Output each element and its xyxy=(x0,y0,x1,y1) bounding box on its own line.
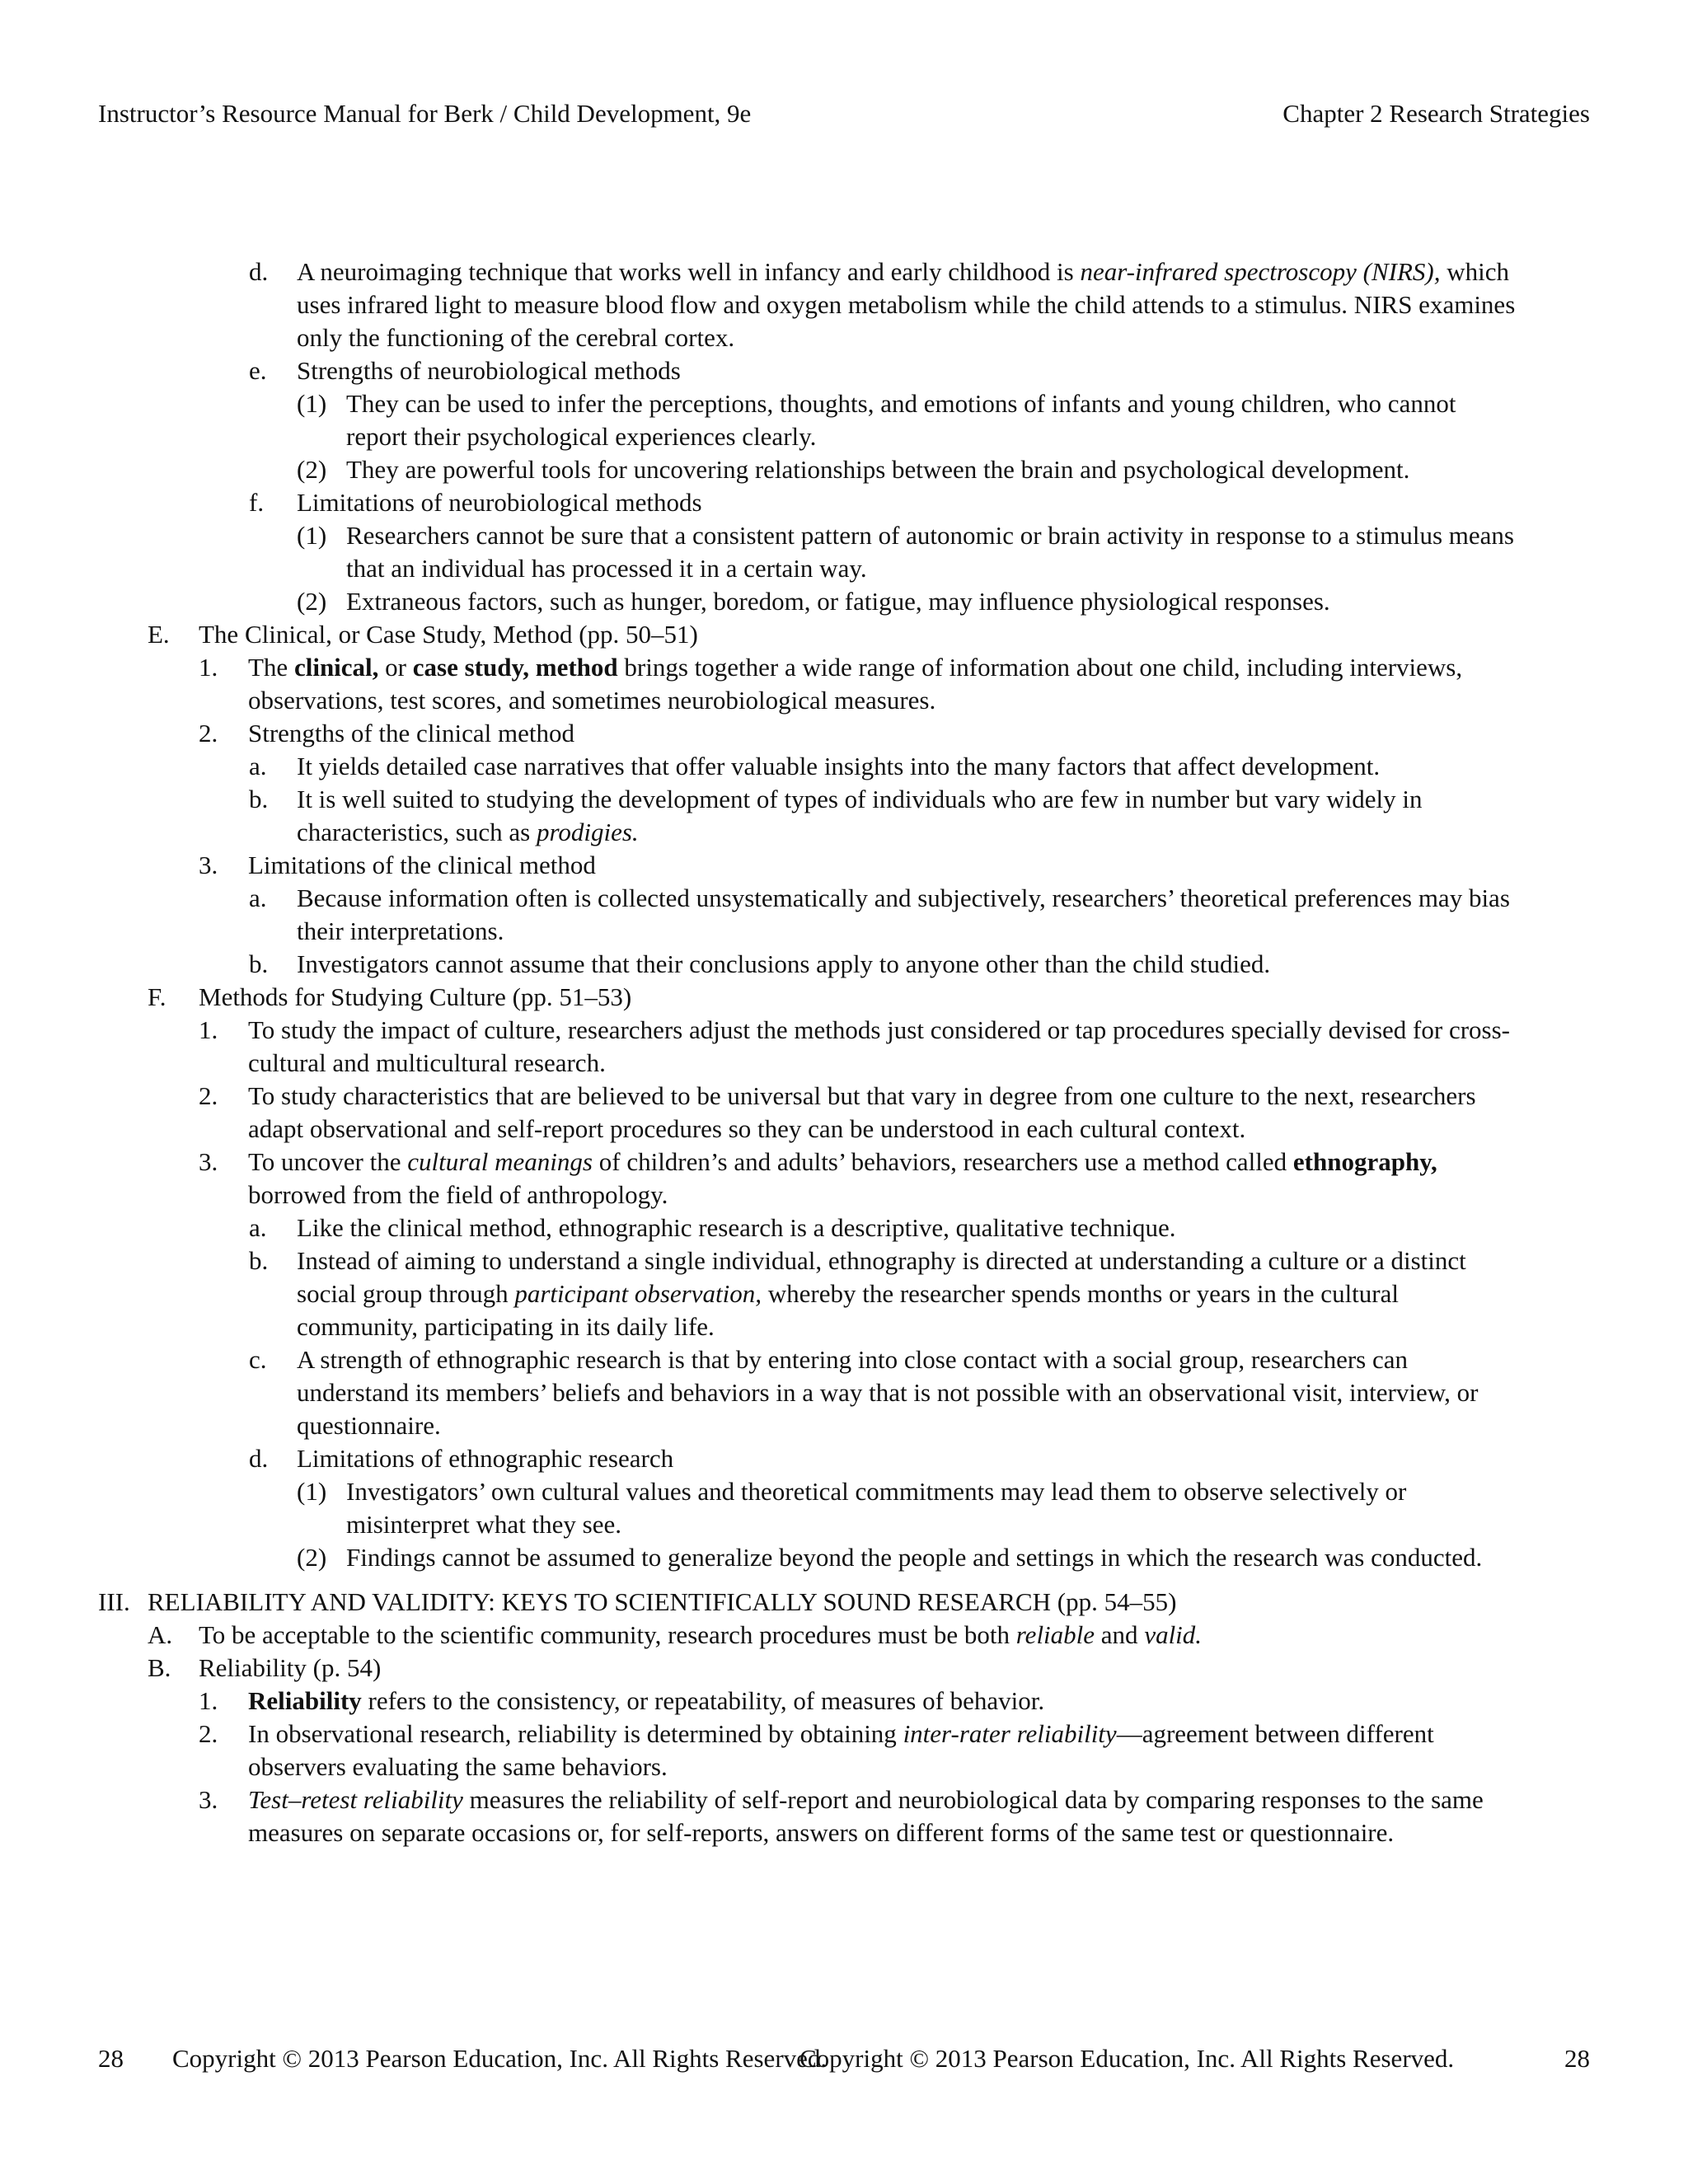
outline-item-label: a. xyxy=(249,752,267,780)
outline-item-label: e. xyxy=(249,356,267,385)
outline-text: Instead of aiming to understand a single individual, ethnography is directed at understanding a culture or a distinct social group through xyxy=(297,1246,1466,1308)
footer-page-number-left: 28 xyxy=(98,2044,124,2073)
outline-item-label: 3. xyxy=(199,851,218,879)
outline-item xyxy=(148,1652,1517,1685)
footer-copyright-left: Copyright © 2013 Pearson Education, Inc. All Rights Reserved. xyxy=(172,2044,828,2073)
outline-item-label: c. xyxy=(249,1345,267,1374)
outline-text: They are powerful tools for uncovering relationships between the brain and psychological development. xyxy=(346,455,1410,484)
outline-text: of children’s and adults’ behaviors, researchers use a method called xyxy=(593,1147,1293,1176)
outline-text: Methods for Studying Culture (pp. 51–53) xyxy=(199,982,632,1011)
bold-term: Reliability xyxy=(248,1686,362,1715)
outline-item xyxy=(199,717,1517,750)
outline-text: To study the impact of culture, researchers adjust the methods just considered or tap procedures specially devised for cross-cultural and multicultural research. xyxy=(248,1015,1510,1077)
outline-item xyxy=(199,1080,1517,1146)
outline-item xyxy=(249,1244,1517,1343)
outline-item xyxy=(199,1783,1517,1849)
running-header-chapter: Chapter 2 Research Strategies xyxy=(1282,99,1590,128)
outline-text: Limitations of neurobiological methods xyxy=(297,488,702,517)
outline-text: RELIABILITY AND VALIDITY: KEYS TO SCIENTIFICALLY SOUND RESEARCH (pp. 54–55) xyxy=(148,1587,1177,1616)
outline-item-label: III. xyxy=(98,1587,130,1616)
outline-item xyxy=(297,1475,1517,1541)
outline-item xyxy=(249,1212,1517,1244)
outline-item-label: (2) xyxy=(297,455,327,484)
outline-text: The xyxy=(248,653,294,682)
italic-term: participant observation, xyxy=(514,1279,762,1308)
outline-text: borrowed from the field of anthropology. xyxy=(248,1180,668,1209)
outline-item xyxy=(249,750,1517,783)
italic-term: inter-rater reliability xyxy=(903,1719,1117,1748)
outline-item-label: 1. xyxy=(199,653,218,682)
outline-text: To uncover the xyxy=(248,1147,408,1176)
outline-item-label: 3. xyxy=(199,1785,218,1814)
outline-item-label: f. xyxy=(249,488,265,517)
italic-term: prodigies. xyxy=(536,818,639,846)
outline-item xyxy=(199,849,1517,882)
outline-text: It yields detailed case narratives that offer valuable insights into the many factors that affect development. xyxy=(297,752,1381,780)
outline-item xyxy=(297,453,1517,486)
outline-text: —agreement between different observers evaluating the same behaviors. xyxy=(248,1719,1434,1781)
outline-text: whereby the researcher spends months or years in the cultural community, participating in its daily life. xyxy=(297,1279,1399,1341)
outline-text: In observational research, reliability is determined by obtaining xyxy=(248,1719,903,1748)
running-header-title: Instructor’s Resource Manual for Berk / Child Development, 9e xyxy=(98,99,752,128)
footer-copyright-right: Copyright © 2013 Pearson Education, Inc. All Rights Reserved. xyxy=(799,2044,1455,2073)
outline-item-label: d. xyxy=(249,1444,269,1473)
outline-text: To study characteristics that are believed to be universal but that vary in degree from one culture to the next, researchers adapt observational and self-report procedures so they can be understood in each cultural context. xyxy=(248,1081,1476,1143)
outline-item xyxy=(249,948,1517,981)
outline-item xyxy=(249,255,1517,354)
outline-item-label: 2. xyxy=(199,1719,218,1748)
outline-item xyxy=(148,981,1517,1014)
outline-text: It is well suited to studying the development of types of individuals who are few in number but vary widely in characteristics, such as xyxy=(297,785,1423,846)
outline-item-label: (2) xyxy=(297,1543,327,1572)
outline-item xyxy=(148,618,1517,651)
italic-term: near-infrared spectroscopy (NIRS), xyxy=(1080,257,1441,286)
outline-item-label: d. xyxy=(249,257,269,286)
outline-text: A neuroimaging technique that works well in infancy and early childhood is xyxy=(297,257,1081,286)
outline-item-label: a. xyxy=(249,1213,267,1242)
outline-text: or xyxy=(378,653,413,682)
outline-item xyxy=(297,387,1517,453)
outline-text: Strengths of the clinical method xyxy=(248,719,575,748)
outline-text: They can be used to infer the perceptions, thoughts, and emotions of infants and young children, who cannot report their psychological experiences clearly. xyxy=(346,389,1456,451)
italic-term: reliable xyxy=(1015,1620,1095,1649)
outline-item xyxy=(199,1014,1517,1080)
outline-item-label: 2. xyxy=(199,719,218,748)
outline-item-label: B. xyxy=(148,1653,171,1682)
outline-item-label: A. xyxy=(148,1620,173,1649)
outline-text: Reliability (p. 54) xyxy=(199,1653,382,1682)
outline-item-label: E. xyxy=(148,620,170,649)
outline-item-label: 3. xyxy=(199,1147,218,1176)
outline-item xyxy=(297,585,1517,618)
outline-item xyxy=(148,1619,1517,1652)
outline-item xyxy=(199,1685,1517,1718)
outline-item xyxy=(297,519,1517,585)
footer-page-number-right: 28 xyxy=(1564,2044,1590,2073)
outline-text: To be acceptable to the scientific community, research procedures must be both xyxy=(199,1620,1016,1649)
outline-text: Investigators’ own cultural values and theoretical commitments may lead them to observe selectively or misinterpret what they see. xyxy=(346,1477,1407,1539)
outline-item-label: (1) xyxy=(297,1477,327,1506)
outline-item-label: F. xyxy=(148,982,166,1011)
outline-item xyxy=(249,1343,1517,1442)
outline-item-label: a. xyxy=(249,883,267,912)
outline-text: Limitations of ethnographic research xyxy=(297,1444,674,1473)
outline-item xyxy=(98,1586,1517,1619)
outline-item-label: 2. xyxy=(199,1081,218,1110)
outline-item-label: (1) xyxy=(297,521,327,550)
italic-term: valid. xyxy=(1144,1620,1203,1649)
outline-text: brings together a wide range of information about one child, including interviews, observations, test scores, and sometimes neurobiological measures. xyxy=(248,653,1463,715)
outline-item-label: 1. xyxy=(199,1015,218,1044)
outline-item-label: b. xyxy=(249,949,269,978)
outline-item xyxy=(249,1442,1517,1475)
outline-item-label: (2) xyxy=(297,587,327,616)
outline-text: Like the clinical method, ethnographic research is a descriptive, qualitative technique. xyxy=(297,1213,1176,1242)
outline-item xyxy=(199,651,1517,717)
outline-text: which uses infrared light to measure blood flow and oxygen metabolism while the child attends to a stimulus. NIRS examines only the functioning of the cerebral cortex. xyxy=(297,257,1516,352)
outline-text: Findings cannot be assumed to generalize beyond the people and settings in which the research was conducted. xyxy=(346,1543,1483,1572)
section-gap xyxy=(0,1574,1688,1586)
outline-text: The Clinical, or Case Study, Method (pp. 50–51) xyxy=(199,620,698,649)
italic-term: cultural meanings xyxy=(407,1147,593,1176)
outline-text: Investigators cannot assume that their conclusions apply to anyone other than the child studied. xyxy=(297,949,1271,978)
bold-term: case study, method xyxy=(412,653,618,682)
outline-item-label: 1. xyxy=(199,1686,218,1715)
outline-item xyxy=(249,486,1517,519)
outline-item xyxy=(199,1718,1517,1783)
outline-item xyxy=(249,783,1517,849)
outline-text: A strength of ethnographic research is that by entering into close contact with a social group, researchers can understand its members’ beliefs and behaviors in a way that is not possible with an observational visit, interview, or questionnaire. xyxy=(297,1345,1479,1440)
outline-text: Strengths of neurobiological methods xyxy=(297,356,681,385)
outline-item-label: b. xyxy=(249,1246,269,1275)
outline-item xyxy=(249,354,1517,387)
outline-item xyxy=(199,1146,1517,1212)
bold-term: clinical, xyxy=(293,653,379,682)
bold-term: ethnography, xyxy=(1292,1147,1437,1176)
outline-body xyxy=(0,255,1688,1849)
outline-item xyxy=(297,1541,1517,1574)
outline-text: measures the reliability of self-report and neurobiological data by comparing responses to the same measures on separate occasions or, for self-reports, answers on different forms of the same test or questionnaire. xyxy=(248,1785,1484,1847)
outline-text: refers to the consistency, or repeatability, of measures of behavior. xyxy=(361,1686,1045,1715)
outline-text: Researchers cannot be sure that a consistent pattern of autonomic or brain activity in response to a stimulus means that an individual has processed it in a certain way. xyxy=(346,521,1514,583)
outline-text: and xyxy=(1095,1620,1145,1649)
outline-item-label: b. xyxy=(249,785,269,813)
outline-text: Because information often is collected unsystematically and subjectively, researchers’ theoretical preferences may bias their interpretations. xyxy=(297,883,1510,945)
outline-item xyxy=(249,882,1517,948)
outline-item-label: (1) xyxy=(297,389,327,418)
outline-text: Limitations of the clinical method xyxy=(248,851,596,879)
outline-text: Extraneous factors, such as hunger, boredom, or fatigue, may influence physiological responses. xyxy=(346,587,1330,616)
italic-term: Test–retest reliability xyxy=(248,1785,463,1814)
